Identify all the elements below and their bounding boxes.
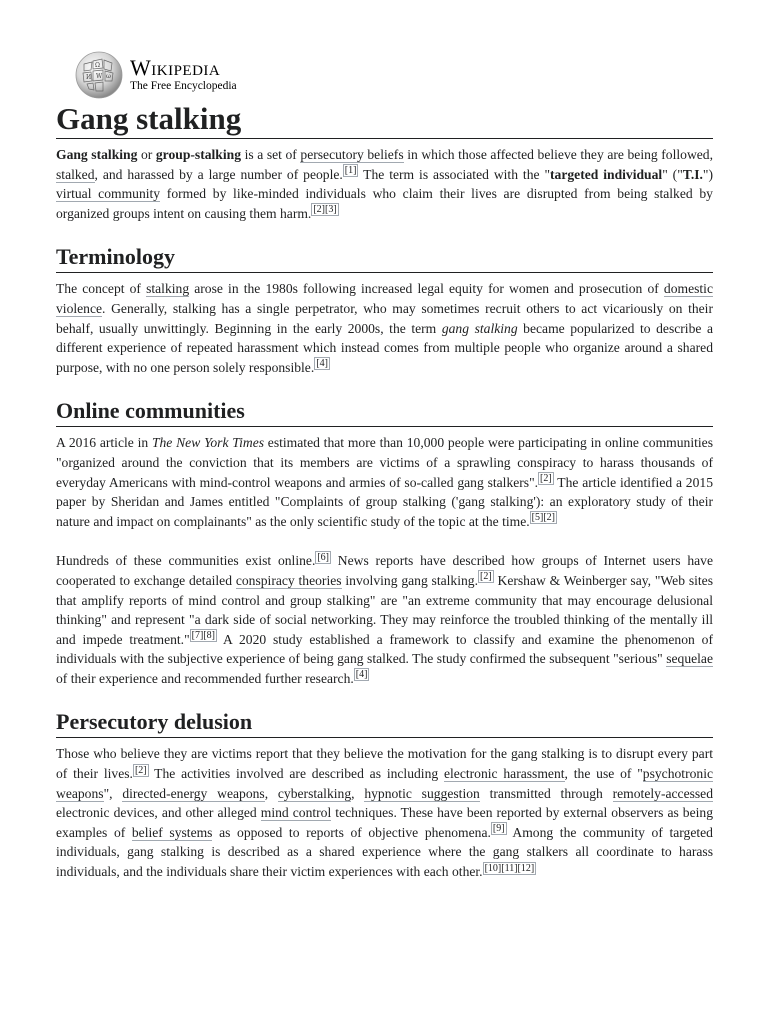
text: , the use of " [564, 766, 643, 782]
citation[interactable]: [1] [344, 165, 357, 177]
link-stalked[interactable]: stalked [56, 166, 95, 182]
link-hypnotic-suggestion[interactable]: hypnotic suggestion [364, 785, 480, 801]
article [56, 48, 713, 882]
text: techniques. These have been reported by external observers as being examples of [56, 805, 714, 840]
text: transmitted through [479, 785, 613, 801]
svg-text:W: W [96, 73, 103, 80]
italic-title: The New York Times [151, 435, 265, 451]
text: Hundreds of these communities exist online. [56, 553, 316, 569]
text: became popularized to describe a different experience of repeated harassment which instead comes from multiple people who organize around a shared purpose, with no one person solely responsible. [56, 320, 713, 375]
wordmark-title: Wikipedia [130, 55, 221, 81]
text: . Generally, stalking has a single perpetrator, who may sometimes recruit others to act vicariously on their behalf, usually unwittingly. Beginning in the early 2000s, the term [56, 300, 713, 336]
link-psychotronic-weapons[interactable]: psychotronic weapons [56, 766, 714, 801]
citation[interactable]: [7][8] [191, 630, 215, 642]
wordmark [130, 57, 237, 93]
text: arose in the 1980s following increased legal equity for women and prosecution of [189, 281, 664, 297]
text: The article identified a 2015 paper by Sheridan and James entitled "Complaints of group stalking ('gang stalking'): an exploratory study of their nature and impact on complainants" as the only scientific study of the topic at the time. [56, 474, 713, 529]
section-heading: Online communities [56, 397, 713, 427]
citation[interactable]: [4] [355, 669, 368, 681]
link-belief-systems[interactable]: belief systems [131, 824, 213, 840]
svg-text:Ω: Ω [95, 62, 100, 69]
link-stalking[interactable]: stalking [146, 281, 190, 297]
text: Among the community of targeted individuals, gang stalking is described as a shared experience where the gang stalkers all coordinate to harass individuals, and the individuals share their victim experiences with each other. [56, 824, 713, 880]
wikipedia-logo[interactable] [74, 48, 713, 102]
italic-term: gang stalking [441, 320, 518, 336]
section-terminology [56, 243, 713, 377]
link-mind-control[interactable]: mind control [260, 805, 332, 821]
section-online-communities [56, 397, 713, 688]
bold-term: T.I. [682, 166, 703, 182]
text: Kershaw & Weinberger say, "Web sites that amplify reports of mind control and group stalking" are "an extreme community that may encourage delusional thinking" and represent "a dark side of social networking. They may reinforce the troubled thinking of the mentally ill and impede treatment." [56, 572, 713, 647]
link-virtual-community[interactable]: virtual community [56, 186, 161, 202]
link-directed-energy-weapons[interactable]: directed-energy weapons [122, 785, 265, 801]
citation[interactable]: [10][11][12] [484, 862, 535, 874]
text: electronic devices, and other alleged [56, 805, 261, 821]
link-domestic-violence[interactable]: domestic violence [56, 281, 713, 316]
bold-term: Gang stalking [56, 147, 138, 162]
text: formed by like-minded individuals who claim their lives are disrupted from being stalked by organized groups intent on causing them harm. [56, 186, 713, 221]
paragraph [56, 433, 713, 531]
citation[interactable]: [6] [317, 551, 330, 563]
bold-term: targeted individual [550, 166, 663, 182]
text: involving gang stalking. [341, 572, 479, 588]
lead-paragraph [56, 145, 713, 223]
paragraph [56, 551, 713, 688]
text: The concept of [56, 281, 147, 297]
text: , and harassed by a large number of people. [94, 166, 343, 182]
svg-text:И: И [86, 74, 92, 81]
text: The term is associated with the " [358, 166, 551, 182]
citation[interactable]: [2] [134, 764, 147, 776]
link-conspiracy-theories[interactable]: conspiracy theories [235, 572, 342, 588]
link-sequelae[interactable]: sequelae [666, 651, 713, 667]
paragraph [56, 279, 713, 377]
text: or [137, 147, 156, 162]
bold-term: group-stalking [155, 147, 241, 162]
text: is a set of [241, 147, 301, 162]
section-heading: Persecutory delusion [56, 708, 713, 738]
text: in which those affected believe they are being followed, [403, 147, 713, 162]
citation[interactable]: [5][2] [531, 512, 555, 524]
link-persecutory-beliefs[interactable]: persecutory beliefs [300, 147, 404, 162]
text: " (" [662, 166, 683, 182]
section-persecutory-delusion [56, 708, 713, 881]
text: News reports have described how groups of Internet users have cooperated to exchange detailed [56, 553, 713, 588]
section-heading: Terminology [56, 243, 713, 273]
page-title: Gang stalking [56, 102, 713, 139]
text: Those who believe they are victims report that they believe the motivation for the gang stalking is to disrupt every part of their lives. [56, 746, 713, 782]
text: as opposed to reports of objective phenomena. [212, 824, 491, 840]
citation[interactable]: [2] [480, 571, 492, 583]
wikipedia-globe-icon [74, 50, 124, 100]
text: ") [702, 166, 713, 182]
text: ", [103, 785, 123, 801]
paragraph [56, 744, 713, 881]
text: of their experience and recommended further research. [56, 670, 354, 686]
svg-text:ω: ω [106, 73, 111, 80]
link-electronic-harassment[interactable]: electronic harassment [443, 766, 565, 782]
link-remotely-accessed[interactable]: remotely-accessed [612, 785, 714, 801]
text: , [264, 785, 278, 801]
text: A 2020 study established a framework to classify and examine the phenomenon of individuals with the subjective experience of being gang stalked. The study confirmed the subsequent "serious" [56, 631, 713, 667]
text: estimated that more than 10,000 people were participating in online communities "organized around the conviction that its members are victims of a sprawling conspiracy to harass thousands of everyday Americans with mind-control weapons and armies of so-called gang stalkers". [56, 435, 713, 490]
text: , [351, 785, 365, 801]
citation[interactable]: [2][3] [313, 204, 337, 216]
citation[interactable]: [4] [316, 358, 328, 370]
citation[interactable]: [9] [492, 823, 505, 835]
text: The activities involved are described as including [148, 766, 444, 782]
wordmark-tagline: The Free Encyclopedia [130, 80, 237, 93]
link-cyberstalking[interactable]: cyberstalking [277, 785, 352, 801]
citation[interactable]: [2] [540, 473, 552, 484]
text: A 2016 article in [56, 435, 152, 451]
